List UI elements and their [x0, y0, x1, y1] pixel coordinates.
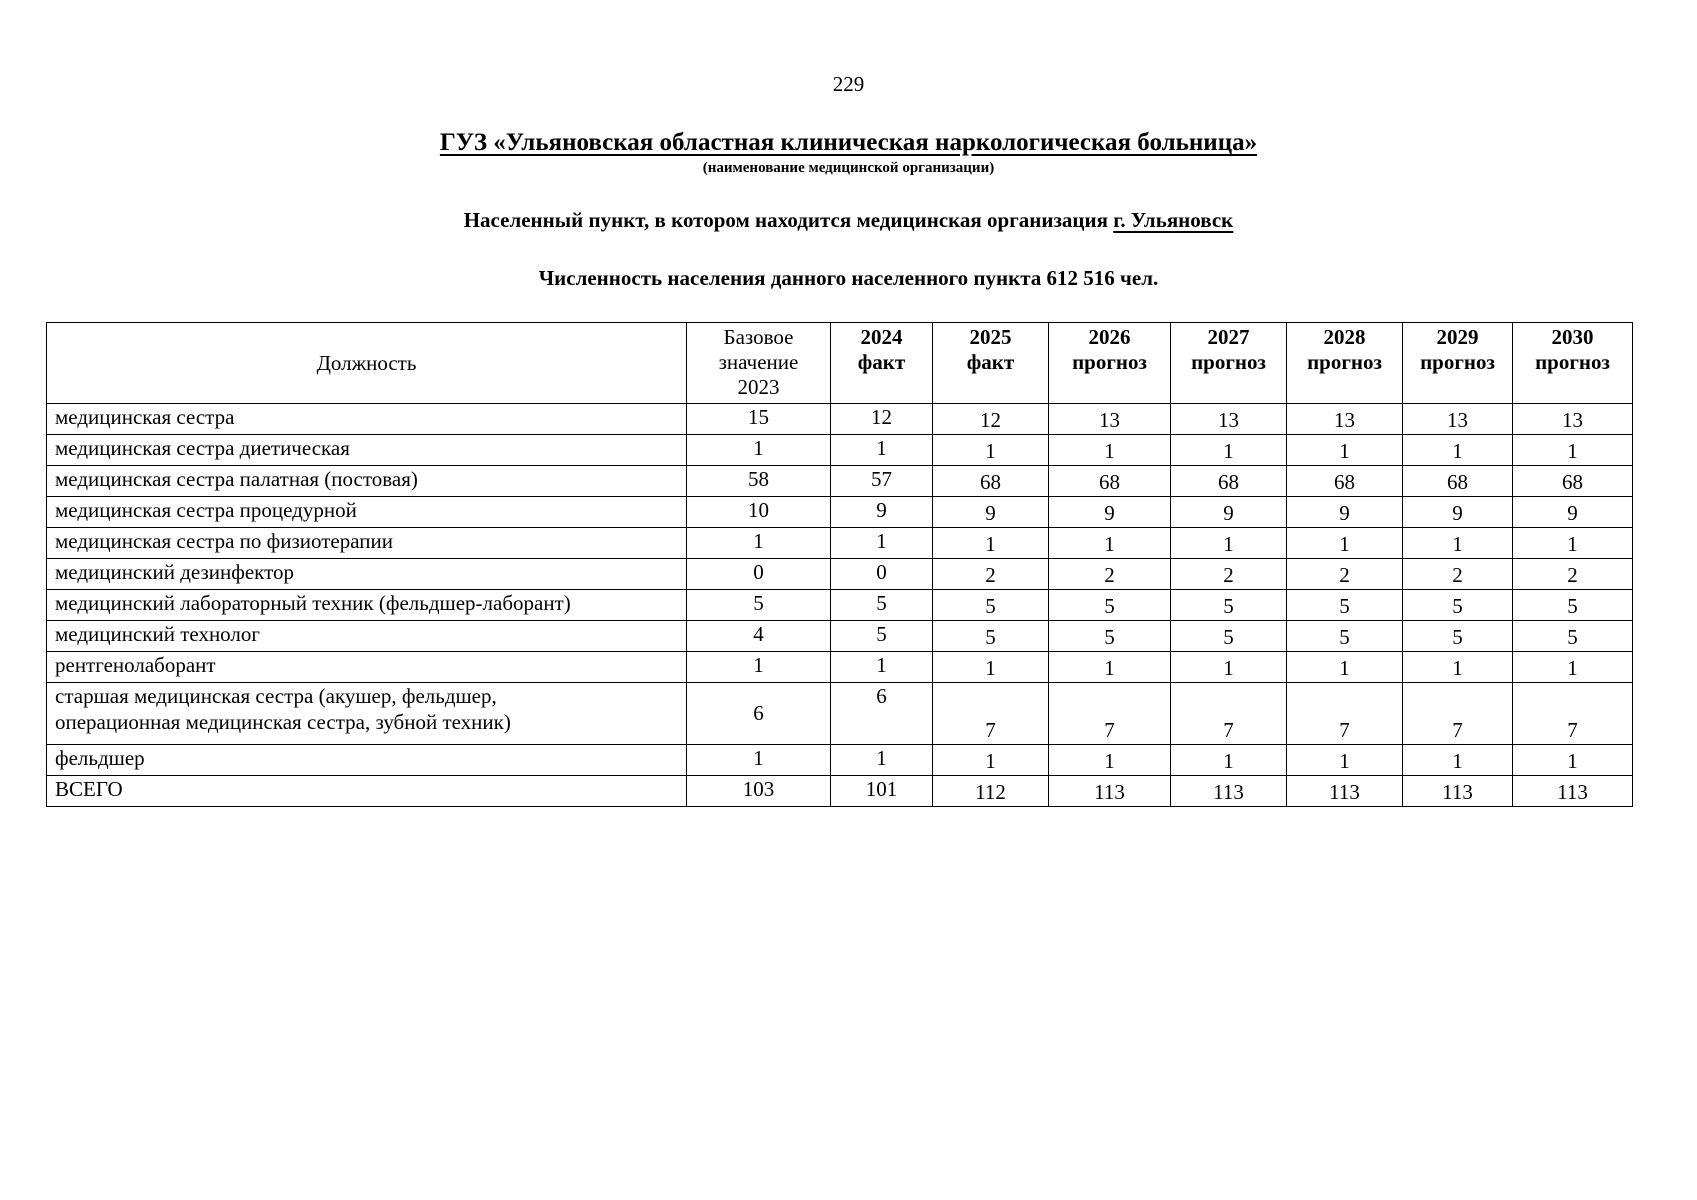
- cell-value: 68: [1049, 466, 1171, 497]
- cell-value: 1: [1403, 745, 1513, 776]
- header-position: Должность: [47, 323, 687, 404]
- cell-value: 1: [687, 652, 831, 683]
- header-kind: факт: [857, 350, 906, 374]
- cell-value: 9: [1403, 497, 1513, 528]
- cell-value: 1: [1403, 652, 1513, 683]
- table-row: [47, 621, 1633, 652]
- cell-value: 113: [1513, 776, 1633, 807]
- cell-value: 4: [687, 621, 831, 652]
- cell-value: 5: [831, 590, 933, 621]
- cell-value: 5: [933, 621, 1049, 652]
- cell-value: 5: [1513, 621, 1633, 652]
- header-kind: прогноз: [1420, 350, 1495, 374]
- cell-value: 1: [1513, 652, 1633, 683]
- population-line: Численность населения данного населенного пункта 612 516 чел.: [538, 266, 1159, 290]
- cell-value: 9: [1513, 497, 1633, 528]
- cell-value: 1: [1287, 435, 1403, 466]
- table-header-row: [47, 323, 1633, 404]
- cell-value: 5: [831, 621, 933, 652]
- cell-position: медицинский лабораторный техник (фельдшер-лаборант): [47, 590, 687, 621]
- header-base-line: Базовое: [723, 325, 794, 349]
- cell-value: 5: [1403, 621, 1513, 652]
- header-year-2026: [1049, 323, 1171, 404]
- cell-value: 1: [687, 528, 831, 559]
- cell-value: 113: [1171, 776, 1287, 807]
- cell-value: 7: [1171, 683, 1287, 745]
- cell-value: 1: [1513, 745, 1633, 776]
- cell-position: медицинская сестра: [47, 404, 687, 435]
- cell-value: 7: [1403, 683, 1513, 745]
- cell-position-line: операционная медицинская сестра, зубной техник): [55, 710, 511, 734]
- page-number: 229: [832, 72, 865, 96]
- staffing-table: [46, 322, 1633, 807]
- cell-value: 5: [1513, 590, 1633, 621]
- header-year-2027: [1171, 323, 1287, 404]
- cell-value: 1: [1403, 435, 1513, 466]
- cell-value: 9: [831, 497, 933, 528]
- header-kind: прогноз: [1072, 350, 1147, 374]
- cell-value: 5: [933, 590, 1049, 621]
- cell-value: 9: [1049, 497, 1171, 528]
- cell-value: 101: [831, 776, 933, 807]
- cell-value: 1: [933, 745, 1049, 776]
- cell-value: 113: [1287, 776, 1403, 807]
- table-row: [47, 404, 1633, 435]
- table-row: [47, 466, 1633, 497]
- table-body: [47, 404, 1633, 807]
- cell-value: 1: [1171, 652, 1287, 683]
- cell-value: 103: [687, 776, 831, 807]
- header-year: 2029: [1436, 325, 1479, 349]
- header-kind: прогноз: [1535, 350, 1610, 374]
- cell-position-line: старшая медицинская сестра (акушер, фельдшер,: [55, 684, 497, 708]
- cell-position: [47, 683, 687, 745]
- cell-value: 0: [831, 559, 933, 590]
- cell-value: 1: [1513, 435, 1633, 466]
- cell-value: 5: [1049, 621, 1171, 652]
- table-row: [47, 559, 1633, 590]
- cell-value: 112: [933, 776, 1049, 807]
- cell-value: 13: [1171, 404, 1287, 435]
- cell-value: 68: [933, 466, 1049, 497]
- cell-position: медицинский дезинфектор: [47, 559, 687, 590]
- cell-value: 12: [831, 404, 933, 435]
- cell-position: медицинская сестра палатная (постовая): [47, 466, 687, 497]
- table-row: [47, 683, 1633, 745]
- cell-value: 1: [1513, 528, 1633, 559]
- cell-value: 2: [1287, 559, 1403, 590]
- cell-value: 1: [1171, 435, 1287, 466]
- header-year: 2024: [860, 325, 903, 349]
- cell-value: 0: [687, 559, 831, 590]
- cell-value: 1: [1287, 528, 1403, 559]
- cell-value: 113: [1049, 776, 1171, 807]
- cell-position: медицинская сестра диетическая: [47, 435, 687, 466]
- cell-value: 5: [1287, 590, 1403, 621]
- cell-value: 1: [831, 745, 933, 776]
- cell-value: 68: [1287, 466, 1403, 497]
- table-row: [47, 528, 1633, 559]
- cell-value: 1: [687, 745, 831, 776]
- cell-value: 5: [687, 590, 831, 621]
- header-year-2029: [1403, 323, 1513, 404]
- cell-position: медицинская сестра процедурной: [47, 497, 687, 528]
- cell-value: 1: [1287, 652, 1403, 683]
- cell-value: 1: [831, 435, 933, 466]
- cell-position: медицинский технолог: [47, 621, 687, 652]
- cell-value: 13: [1287, 404, 1403, 435]
- cell-value: 1: [1287, 745, 1403, 776]
- organization-name: [0, 128, 1697, 158]
- cell-value: 15: [687, 404, 831, 435]
- header-year-2025: [933, 323, 1049, 404]
- cell-value: 5: [1049, 590, 1171, 621]
- cell-value: 1: [1049, 528, 1171, 559]
- cell-value: 9: [933, 497, 1049, 528]
- cell-value: 1: [933, 652, 1049, 683]
- cell-value: 5: [1171, 590, 1287, 621]
- header-year-2028: [1287, 323, 1403, 404]
- organization-name-text: ГУЗ «Ульяновская областная клиническая наркологическая больница»: [439, 129, 1258, 156]
- cell-value: 1: [1171, 528, 1287, 559]
- cell-value: 13: [1403, 404, 1513, 435]
- header-base-line: 2023: [737, 375, 780, 399]
- header-year: 2030: [1551, 325, 1594, 349]
- header-year: 2025: [969, 325, 1012, 349]
- cell-value: 68: [1403, 466, 1513, 497]
- cell-value: 1: [1049, 745, 1171, 776]
- cell-value: 1: [831, 652, 933, 683]
- cell-position: ВСЕГО: [47, 776, 687, 807]
- cell-value: 58: [687, 466, 831, 497]
- header-base-value: [687, 323, 831, 404]
- header-year: 2028: [1323, 325, 1366, 349]
- cell-value: 6: [831, 683, 933, 745]
- cell-value: 2: [1513, 559, 1633, 590]
- cell-value: 68: [1171, 466, 1287, 497]
- locality-label: Населенный пункт, в котором находится медицинская организация: [463, 208, 1108, 232]
- cell-value: 5: [1403, 590, 1513, 621]
- cell-value: 113: [1403, 776, 1513, 807]
- cell-value: 5: [1287, 621, 1403, 652]
- header-base-line: значение: [718, 350, 799, 374]
- cell-value: 2: [1403, 559, 1513, 590]
- locality-line: [0, 208, 1697, 233]
- table-row: [47, 590, 1633, 621]
- cell-value: 1: [933, 528, 1049, 559]
- table-row: [47, 745, 1633, 776]
- cell-value: 7: [1049, 683, 1171, 745]
- cell-value: 7: [1287, 683, 1403, 745]
- locality-city: г. Ульяновск: [1113, 208, 1234, 232]
- cell-value: 7: [933, 683, 1049, 745]
- header-year-2024: [831, 323, 933, 404]
- table-row: [47, 776, 1633, 807]
- cell-position: рентгенолаборант: [47, 652, 687, 683]
- header-kind: факт: [966, 350, 1015, 374]
- cell-value: 9: [1171, 497, 1287, 528]
- cell-position: фельдшер: [47, 745, 687, 776]
- table-row: [47, 435, 1633, 466]
- cell-value: 7: [1513, 683, 1633, 745]
- header-kind: прогноз: [1191, 350, 1266, 374]
- cell-value: 1: [1403, 528, 1513, 559]
- header-year: 2026: [1088, 325, 1131, 349]
- organization-caption: (наименование медицинской организации): [702, 160, 995, 176]
- header-year: 2027: [1207, 325, 1250, 349]
- cell-value: 2: [1171, 559, 1287, 590]
- cell-value: 1: [831, 528, 933, 559]
- table-row: [47, 652, 1633, 683]
- cell-value: 13: [1049, 404, 1171, 435]
- cell-value: 2: [1049, 559, 1171, 590]
- cell-value: 1: [1049, 435, 1171, 466]
- cell-value: 5: [1171, 621, 1287, 652]
- cell-value: 6: [687, 683, 831, 745]
- cell-position: медицинская сестра по физиотерапии: [47, 528, 687, 559]
- cell-value: 12: [933, 404, 1049, 435]
- cell-value: 2: [933, 559, 1049, 590]
- cell-value: 57: [831, 466, 933, 497]
- cell-value: 9: [1287, 497, 1403, 528]
- cell-value: 13: [1513, 404, 1633, 435]
- cell-value: 10: [687, 497, 831, 528]
- header-year-2030: [1513, 323, 1633, 404]
- cell-value: 68: [1513, 466, 1633, 497]
- cell-value: 1: [1171, 745, 1287, 776]
- table-row: [47, 497, 1633, 528]
- cell-value: 1: [687, 435, 831, 466]
- header-kind: прогноз: [1307, 350, 1382, 374]
- cell-value: 1: [933, 435, 1049, 466]
- cell-value: 1: [1049, 652, 1171, 683]
